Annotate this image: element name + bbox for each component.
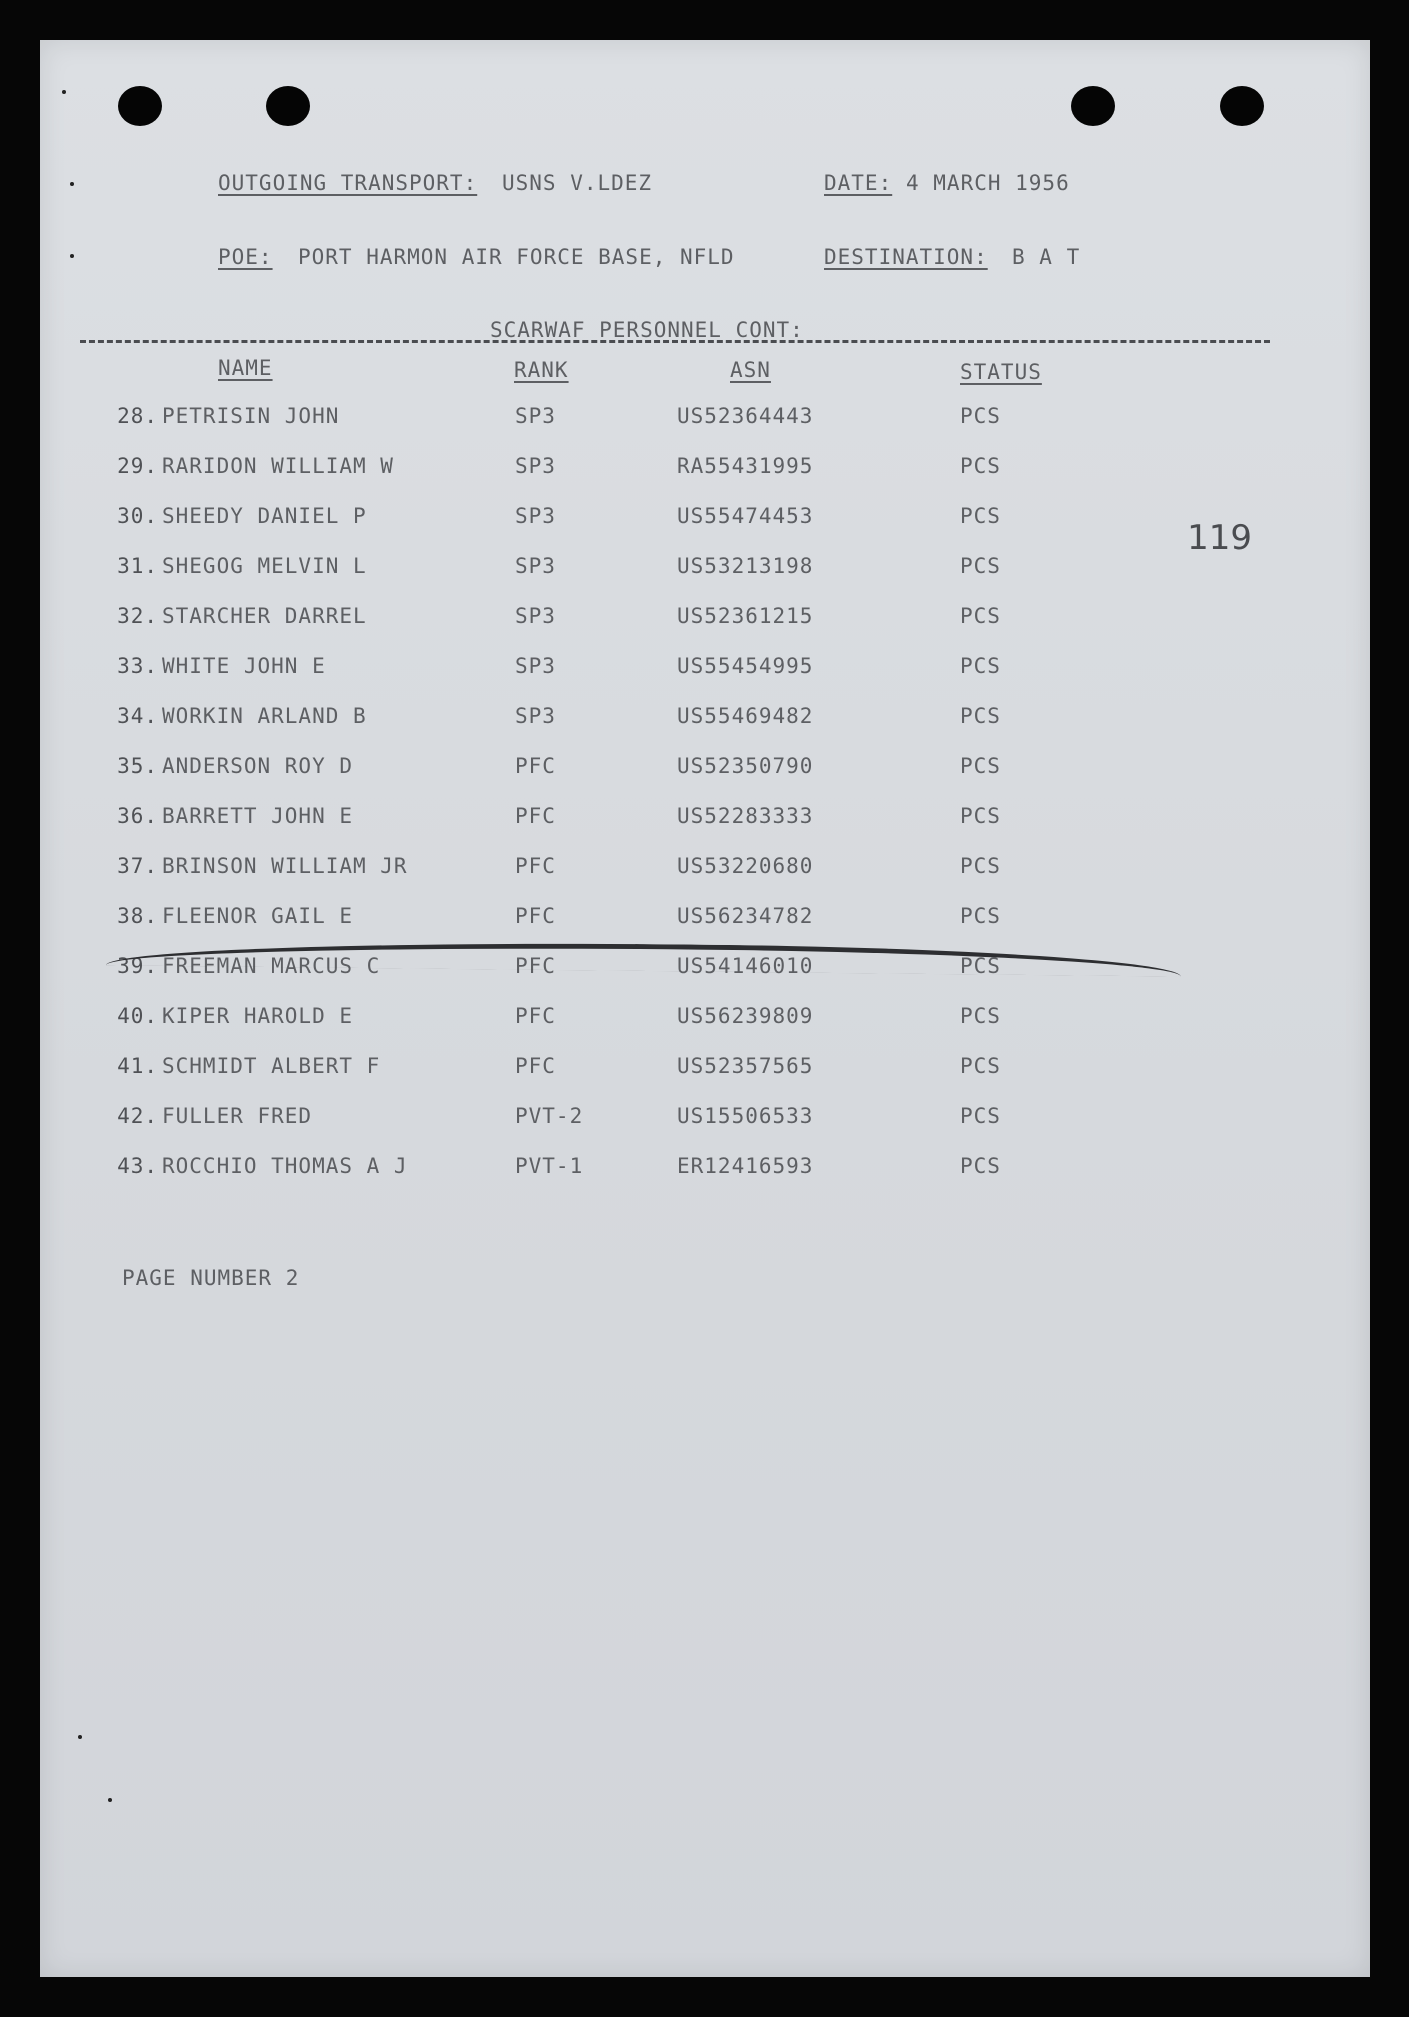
row-name: WORKIN ARLAND B	[162, 704, 367, 728]
row-name: WHITE JOHN E	[162, 654, 326, 678]
row-asn: US56239809	[677, 1004, 814, 1028]
punch-hole	[266, 86, 310, 126]
row-asn: US54146010	[677, 954, 814, 978]
row-rank: SP3	[515, 704, 556, 728]
row-asn: US52364443	[677, 404, 814, 428]
row-number: 42.	[117, 1104, 158, 1128]
row-rank: SP3	[515, 404, 556, 428]
row-status: PCS	[960, 1154, 1001, 1178]
row-number: 43.	[117, 1154, 158, 1178]
row-number: 36.	[117, 804, 158, 828]
transport-value: USNS V.LDEZ	[502, 171, 653, 195]
section-divider	[80, 340, 1270, 343]
row-status: PCS	[960, 854, 1001, 878]
row-rank: PFC	[515, 1054, 556, 1078]
speck	[108, 1798, 112, 1802]
punch-hole	[118, 86, 162, 126]
row-status: PCS	[960, 754, 1001, 778]
row-status: PCS	[960, 504, 1001, 528]
row-asn: US52350790	[677, 754, 814, 778]
row-name: KIPER HAROLD E	[162, 1004, 354, 1028]
row-name: ROCCHIO THOMAS A J	[162, 1154, 408, 1178]
table-row	[40, 654, 1370, 688]
row-rank: SP3	[515, 504, 556, 528]
row-rank: PFC	[515, 904, 556, 928]
row-number: 41.	[117, 1054, 158, 1078]
row-name: SHEEDY DANIEL P	[162, 504, 367, 528]
row-status: PCS	[960, 1004, 1001, 1028]
table-row	[40, 1154, 1370, 1188]
row-asn: US55469482	[677, 704, 814, 728]
destination-value: B A T	[1012, 245, 1081, 269]
row-name: RARIDON WILLIAM W	[162, 454, 394, 478]
table-row	[40, 754, 1370, 788]
row-number: 34.	[117, 704, 158, 728]
row-number: 32.	[117, 604, 158, 628]
row-name: SCHMIDT ALBERT F	[162, 1054, 381, 1078]
column-header-rank: RANK	[514, 358, 569, 382]
row-name: FREEMAN MARCUS C	[162, 954, 381, 978]
row-rank: PFC	[515, 854, 556, 878]
row-rank: PFC	[515, 1004, 556, 1028]
row-rank: PVT-2	[515, 1104, 584, 1128]
row-rank: PVT-1	[515, 1154, 584, 1178]
page-number-label: PAGE NUMBER 2	[122, 1266, 300, 1290]
row-rank: PFC	[515, 804, 556, 828]
row-name: PETRISIN JOHN	[162, 404, 340, 428]
speck	[78, 1735, 82, 1739]
poe-label: POE:	[218, 245, 273, 269]
document-page	[40, 40, 1370, 1977]
table-row	[40, 554, 1370, 588]
row-status: PCS	[960, 704, 1001, 728]
row-status: PCS	[960, 954, 1001, 978]
table-row	[40, 1104, 1370, 1138]
row-status: PCS	[960, 404, 1001, 428]
row-rank: SP3	[515, 454, 556, 478]
table-row	[40, 704, 1370, 738]
row-status: PCS	[960, 654, 1001, 678]
row-asn: US53213198	[677, 554, 814, 578]
row-number: 39.	[117, 954, 158, 978]
table-row	[40, 854, 1370, 888]
destination-label: DESTINATION:	[824, 245, 988, 269]
column-header-status: STATUS	[960, 360, 1042, 384]
table-row	[40, 604, 1370, 638]
row-asn: US52357565	[677, 1054, 814, 1078]
table-row	[40, 454, 1370, 488]
row-asn: US56234782	[677, 904, 814, 928]
row-number: 38.	[117, 904, 158, 928]
row-name: SHEGOG MELVIN L	[162, 554, 367, 578]
table-row	[40, 504, 1370, 538]
punch-hole	[1220, 86, 1264, 126]
row-rank: SP3	[515, 604, 556, 628]
row-number: 31.	[117, 554, 158, 578]
speck	[70, 182, 74, 186]
row-number: 29.	[117, 454, 158, 478]
table-row	[40, 404, 1370, 438]
row-asn: ER12416593	[677, 1154, 814, 1178]
row-status: PCS	[960, 1104, 1001, 1128]
row-number: 33.	[117, 654, 158, 678]
row-name: FLEENOR GAIL E	[162, 904, 354, 928]
row-name: FULLER FRED	[162, 1104, 313, 1128]
row-status: PCS	[960, 604, 1001, 628]
row-rank: PFC	[515, 954, 556, 978]
transport-label: OUTGOING TRANSPORT:	[218, 171, 478, 195]
section-title: SCARWAF PERSONNEL CONT:	[490, 318, 804, 342]
row-name: ANDERSON ROY D	[162, 754, 354, 778]
column-header-asn: ASN	[730, 358, 771, 382]
punch-hole	[1071, 86, 1115, 126]
speck	[70, 254, 74, 258]
poe-value: PORT HARMON AIR FORCE BASE, NFLD	[298, 245, 735, 269]
row-number: 35.	[117, 754, 158, 778]
row-number: 28.	[117, 404, 158, 428]
row-number: 30.	[117, 504, 158, 528]
row-asn: US52283333	[677, 804, 814, 828]
row-asn: US55454995	[677, 654, 814, 678]
row-asn: US15506533	[677, 1104, 814, 1128]
table-row	[40, 804, 1370, 838]
row-rank: PFC	[515, 754, 556, 778]
date-label: DATE:	[824, 171, 893, 195]
row-asn: US53220680	[677, 854, 814, 878]
table-row	[40, 1004, 1370, 1038]
column-header-name: NAME	[218, 356, 273, 380]
row-status: PCS	[960, 554, 1001, 578]
row-number: 40.	[117, 1004, 158, 1028]
row-status: PCS	[960, 804, 1001, 828]
row-name: BARRETT JOHN E	[162, 804, 354, 828]
table-row	[40, 904, 1370, 938]
row-asn: RA55431995	[677, 454, 814, 478]
row-status: PCS	[960, 1054, 1001, 1078]
row-number: 37.	[117, 854, 158, 878]
handwritten-page-number: 119	[1187, 518, 1252, 558]
speck	[62, 90, 66, 94]
row-status: PCS	[960, 454, 1001, 478]
row-rank: SP3	[515, 654, 556, 678]
table-row	[40, 1054, 1370, 1088]
row-status: PCS	[960, 904, 1001, 928]
row-name: STARCHER DARREL	[162, 604, 367, 628]
row-asn: US55474453	[677, 504, 814, 528]
row-name: BRINSON WILLIAM JR	[162, 854, 408, 878]
date-value: 4 MARCH 1956	[906, 171, 1070, 195]
row-asn: US52361215	[677, 604, 814, 628]
row-rank: SP3	[515, 554, 556, 578]
